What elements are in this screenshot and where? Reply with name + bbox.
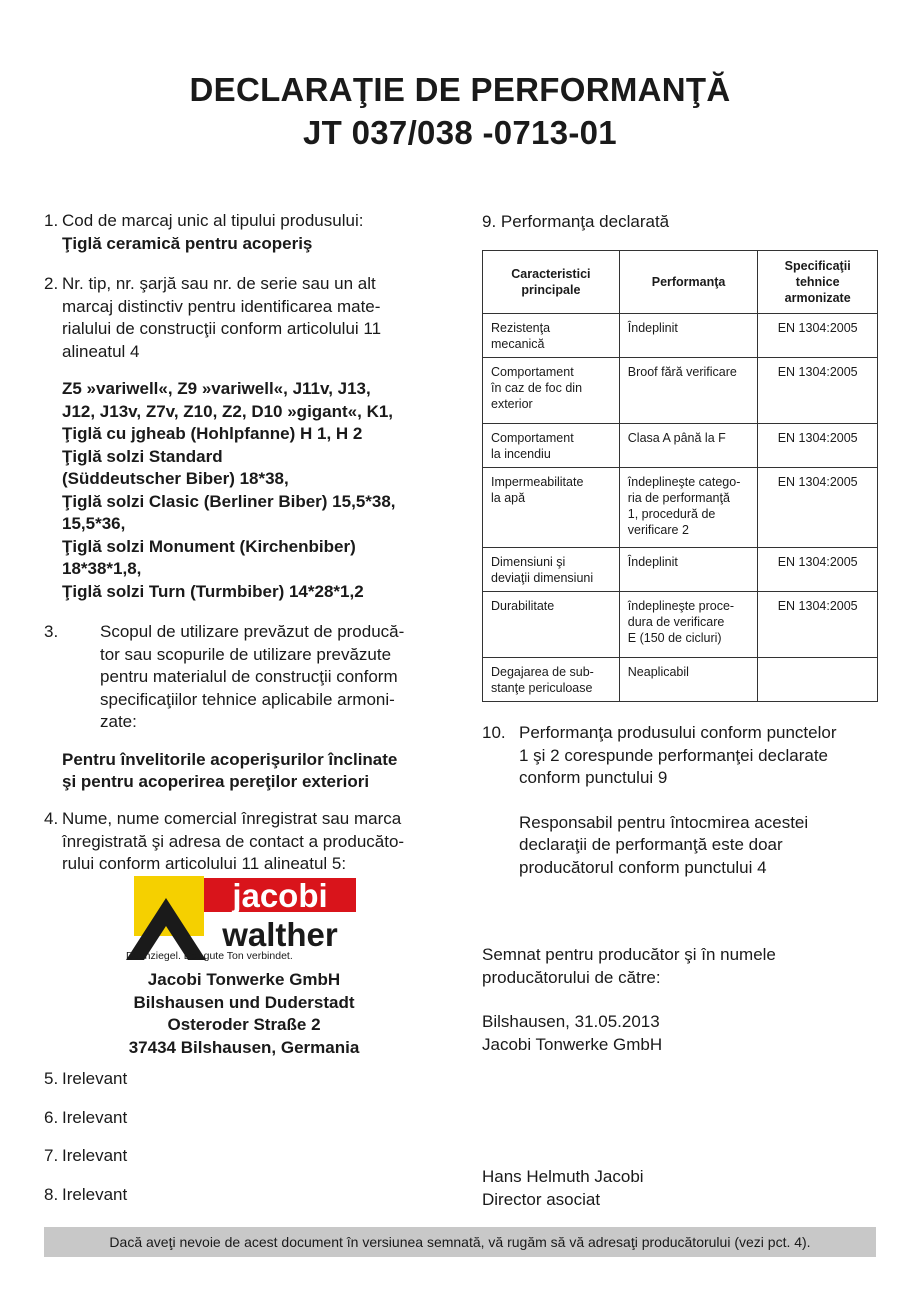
cell-line: mecanică (491, 337, 545, 351)
cell-line: la incendiu (491, 447, 551, 461)
item-2-label-line: rialului de construcţii conform articolului 11 (62, 319, 382, 338)
item-number: 8. (44, 1185, 59, 1204)
item-number: 2. (44, 274, 59, 293)
item-3-label-line: Scopul de utilizare prevăzut de producă- (100, 622, 405, 641)
signature-intro (482, 944, 878, 989)
cell-line: Clasa A până la F (627, 431, 726, 445)
cell-line: Broof fără verificare (627, 365, 737, 379)
item-6 (44, 1107, 444, 1130)
cell-line: îndeplineşte proce- (627, 599, 735, 613)
item-10-line: conform punctului 9 (519, 768, 668, 787)
cell-characteristic (483, 314, 620, 358)
cell-line: 1, procedură de (627, 507, 716, 521)
cell-line: ria de performanţă (627, 491, 730, 505)
cell-line: Rezistenţa (491, 321, 551, 335)
document-title: DECLARAŢIE DE PERFORMANŢĂ (189, 71, 731, 108)
item-number: 1. (44, 211, 59, 230)
item-text: Irelevant (62, 1069, 128, 1088)
item-2-label-line: alineatul 4 (62, 341, 140, 361)
item-3-label-line: pentru materialul de construcţii conform (100, 667, 398, 686)
cell-characteristic (483, 658, 620, 702)
item-2-label-line: Nr. tip, nr. şarjă sau nr. de serie sau un alt (62, 274, 376, 293)
item-number: 4. (44, 809, 59, 828)
document-code: JT 037/038 -0713-01 (303, 114, 617, 151)
header-line: Caracteristici (511, 267, 591, 281)
table-row (483, 592, 878, 658)
product-line: Ţiglă solzi Standard (62, 446, 223, 466)
item-1-label: Cod de marcaj unic al tipului produsului: (62, 211, 364, 230)
signature-intro-line: producătorului de către: (482, 967, 661, 987)
cell-performance (619, 314, 758, 358)
cell-line: Comportament (491, 431, 574, 445)
item-4-label-line: Nume, nume comercial înregistrat sau marca (62, 809, 402, 828)
cell-specification: EN 1304:2005 (758, 548, 878, 592)
item-3-label-line: zate: (100, 712, 137, 731)
cell-characteristic (483, 358, 620, 424)
product-line: Ţiglă solzi Turn (Turmbiber) 14*28*1,2 (62, 581, 364, 601)
item-3 (44, 621, 444, 794)
place-and-date (482, 1011, 878, 1056)
cell-line: Dimensiuni şi (491, 555, 566, 569)
cell-line: Comportament (491, 365, 574, 379)
item-number: 6. (44, 1108, 59, 1127)
cell-performance (619, 468, 758, 548)
cell-line: verificare 2 (627, 523, 689, 537)
cell-performance (619, 358, 758, 424)
item-9 (482, 211, 878, 234)
table-row (483, 468, 878, 548)
item-3-label-line: tor sau scopurile de utilizare prevăzute (100, 644, 392, 664)
item-number: 10. (482, 723, 506, 742)
cell-performance (619, 424, 758, 468)
item-5 (44, 1068, 444, 1091)
footer-note: Dacă aveţi nevoie de acest document în versiunea semnată, vă rugăm să vă adresaţi producătorului (vezi pct. 4). (44, 1227, 876, 1257)
product-line: 15,5*36, (62, 514, 126, 533)
table-row (483, 658, 878, 702)
table-row (483, 314, 878, 358)
product-line: Ţiglă cu jgheab (Hohlpfanne) H 1, H 2 (62, 424, 363, 443)
header-specifications (758, 251, 878, 314)
cell-characteristic (483, 592, 620, 658)
item-10-line: declaraţii de performanţă este doar (519, 835, 783, 854)
header-line: tehnice (795, 275, 840, 289)
item-text: Irelevant (62, 1185, 128, 1204)
cell-specification (758, 658, 878, 702)
cell-specification: EN 1304:2005 (758, 468, 878, 548)
cell-line: deviaţii dimensiuni (491, 571, 594, 585)
item-4-label-line: înregistrată şi adresa de contact a producăto- (62, 831, 405, 851)
address-line: Jacobi Tonwerke GmbH (147, 970, 341, 989)
item-text: Irelevant (62, 1146, 128, 1165)
company-name: Jacobi Tonwerke GmbH (482, 1034, 663, 1054)
item-4-label-line: rului conform articolului 11 alineatul 5: (62, 854, 347, 873)
signatory-role: Director asociat (482, 1189, 601, 1209)
place-date: Bilshausen, 31.05.2013 (482, 1012, 660, 1031)
header-characteristics (483, 251, 620, 314)
logo-word-jacobi: jacobi (232, 877, 328, 914)
cell-line: Impermeabilitate (491, 475, 584, 489)
signatory-name: Hans Helmuth Jacobi (482, 1167, 644, 1186)
header-line: Specificaţii (784, 259, 851, 273)
cell-characteristic (483, 424, 620, 468)
product-line: Ţiglă solzi Clasic (Berliner Biber) 15,5*38, (62, 491, 396, 511)
item-3-value (44, 749, 444, 794)
item-10 (482, 722, 878, 879)
item-number: 9. (482, 212, 497, 231)
logo-word-walther: walther (222, 916, 338, 953)
cell-line: Îndeplinit (627, 321, 678, 335)
product-line: J12, J13v, Z7v, Z10, Z2, D10 »gigant«, K1, (62, 401, 394, 421)
cell-specification: EN 1304:2005 (758, 314, 878, 358)
cell-line: la apă (491, 491, 526, 505)
item-2 (44, 273, 444, 603)
jacobi-walther-logo (126, 876, 356, 962)
item-9-label: Performanţa declarată (500, 212, 670, 231)
item-number: 5. (44, 1069, 59, 1088)
item-3-value-line: şi pentru acoperirea pereţilor exteriori (62, 772, 370, 791)
table-row (483, 548, 878, 592)
cell-performance (619, 548, 758, 592)
address-line: Osteroder Straße 2 (167, 1015, 321, 1034)
signature-intro-line: Semnat pentru producător şi în numele (482, 945, 776, 964)
item-number: 3. (44, 622, 59, 641)
cell-line: îndeplineşte catego- (627, 475, 741, 489)
cell-characteristic (483, 548, 620, 592)
cell-line: Durabilitate (491, 599, 555, 613)
item-3-value-line: Pentru învelitorile acoperişurilor înclinate (62, 749, 398, 769)
table-header-row (483, 251, 878, 314)
address-line: 37434 Bilshausen, Germania (128, 1037, 360, 1057)
product-line: (Süddeutscher Biber) 18*38, (62, 469, 289, 488)
item-10-line: Performanţa produsului conform punctelor (519, 723, 837, 742)
cell-characteristic (483, 468, 620, 548)
item-10-line: producătorul conform punctului 4 (519, 857, 767, 877)
cell-line: dura de verificare (627, 615, 725, 629)
header-line: Performanţa (651, 275, 726, 289)
signatory (482, 1166, 878, 1211)
cell-line: Degajarea de sub- (491, 665, 594, 679)
cell-line: Îndeplinit (627, 555, 678, 569)
cell-performance (619, 592, 758, 658)
item-10-line: Responsabil pentru întocmirea acestei (519, 812, 809, 832)
cell-specification: EN 1304:2005 (758, 424, 878, 468)
item-1-value: Ţiglă ceramică pentru acoperiş (62, 233, 313, 253)
cell-line: stanţe periculoase (491, 681, 593, 695)
item-text: Irelevant (62, 1108, 128, 1127)
cell-performance (619, 658, 758, 702)
address-line: Bilshausen und Duderstadt (133, 992, 355, 1012)
logo-slogan: Dachziegel. Der gute Ton verbindet. (126, 950, 293, 962)
cell-line: exterior (491, 397, 533, 411)
header-line: principale (521, 283, 581, 297)
product-line: 18*38*1,8, (62, 559, 142, 578)
product-line: Z5 »variwell«, Z9 »variwell«, J11v, J13, (62, 379, 371, 398)
table-row (483, 424, 878, 468)
table-row (483, 358, 878, 424)
performance-table (482, 250, 878, 702)
item-7 (44, 1145, 444, 1168)
product-line: Ţiglă solzi Monument (Kirchenbiber) (62, 536, 356, 556)
cell-specification: EN 1304:2005 (758, 592, 878, 658)
header-performance (619, 251, 758, 314)
item-8 (44, 1184, 444, 1207)
header-line: armonizate (784, 291, 851, 305)
product-list (62, 378, 444, 603)
item-1 (44, 210, 444, 255)
item-4 (44, 808, 444, 876)
item-number: 7. (44, 1146, 59, 1165)
item-3-label-line: specificaţiilor tehnice aplicabile armoni- (100, 689, 395, 709)
cell-specification: EN 1304:2005 (758, 358, 878, 424)
item-2-label-line: marcaj distinctiv pentru identificarea mate- (62, 296, 381, 316)
cell-line: E (150 de cicluri) (627, 631, 722, 645)
item-10-line: 1 şi 2 corespunde performanţei declarate (519, 745, 829, 765)
cell-line: în caz de foc din (491, 381, 583, 395)
manufacturer-address (44, 969, 444, 1059)
cell-line: Neaplicabil (627, 665, 689, 679)
